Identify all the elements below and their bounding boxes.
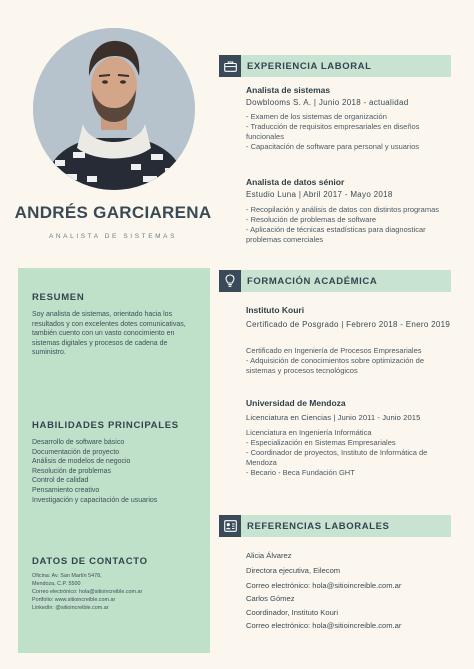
list-item: - Traducción de requisitos empresariales en diseños funcionales [246, 122, 420, 141]
list-item: - Especialización en Sistemas Empresariales [246, 438, 396, 447]
list-item: Desarrollo de software básico [32, 439, 125, 446]
reference-name: Carlos Gómez [246, 594, 295, 603]
education-institution: Instituto Kouri [246, 305, 305, 315]
job-bullets [246, 112, 451, 152]
list-item: - Aplicación de técnicas estadísticas para diagnosticar problemas comerciales [246, 225, 426, 244]
list-item: Análisis de modelos de negocio [32, 458, 131, 466]
education-bullets [246, 428, 451, 478]
reference-name: Alicia Álvarez [246, 551, 292, 560]
list-item: - Coordinador de proyectos, Instituto de Informática de Mendoza [246, 448, 428, 467]
profile-photo-illustration [33, 28, 195, 190]
job-title: Analista de sistemas [246, 85, 331, 95]
job-bullets [246, 205, 451, 245]
skills-title: HABILIDADES PRINCIPALES [32, 420, 179, 431]
list-item: Licenciatura en Ingeniería Informática [246, 428, 372, 437]
job-role: ANALISTA DE SISTEMAS [48, 233, 178, 240]
education-header [219, 270, 451, 292]
list-item: Pensamiento creativo [32, 486, 100, 494]
job-subtitle: Estudio Luna | Abril 2017 - Mayo 2018 [246, 190, 393, 199]
job-subtitle: Dowblooms S. A. | Junio 2018 - actualidad [246, 98, 409, 107]
reference-position: Coordinador, Instituto Kouri [246, 608, 339, 617]
contact-line: Oficina: Av. San Martín 5478, [32, 573, 102, 579]
experience-title: EXPERIENCIA LABORAL [247, 61, 372, 72]
contact-title: DATOS DE CONTACTO [32, 556, 148, 567]
list-item: Investigación y capacitación de usuarios [32, 496, 158, 504]
profile-photo [33, 28, 195, 190]
list-item: Control de calidad [32, 477, 89, 485]
left-panel [18, 268, 210, 653]
references-title: REFERENCIAS LABORALES [247, 521, 390, 532]
education-subtitle: Certificado de Posgrado | Febrero 2018 - Enero 2019 [246, 320, 451, 329]
list-item: - Capacitación de software para personal y usuarios [246, 142, 420, 151]
lightbulb-icon [219, 270, 241, 292]
reference-position: Directora ejecutiva, Eilecom [246, 566, 341, 575]
summary-text: Soy analista de sistemas, orientado hacia los resultados y con excelentes dotes comunicativas, también cuento con un vasto conocimiento en sistemas digitales y procesos de cadena de suministro. [32, 311, 186, 357]
contact-line: LinkedIn: @sitioincreible.com.ar [32, 604, 109, 611]
reference-email: Correo electrónico: hola@sitioincreible.com.ar [246, 581, 402, 590]
job-title: Analista de datos sénior [246, 177, 345, 187]
education-bullets [246, 346, 451, 376]
references-header [219, 515, 451, 537]
contact-list [32, 573, 207, 613]
person-name: ANDRÉS GARCIARENA [14, 203, 212, 222]
contact-line: Correo electrónico: hola@sitioincreible.com.ar [32, 588, 143, 595]
experience-header [219, 55, 451, 77]
contact-line: Mendoza, C.P. 5500 [32, 580, 81, 587]
skills-list [32, 438, 202, 505]
list-item: Resolución de problemas [32, 467, 111, 475]
education-title: FORMACIÓN ACADÉMICA [247, 276, 378, 287]
education-institution: Universidad de Mendoza [246, 398, 346, 408]
list-item: - Resolución de problemas de software [246, 215, 377, 224]
list-item: - Recopilación y análisis de datos con distintos programas [246, 205, 440, 214]
list-item: - Becario - Beca Fundación GHT [246, 468, 355, 477]
reference-email: Correo electrónico: hola@sitioincreible.com.ar [246, 621, 402, 630]
list-item: - Examen de los sistemas de organización [246, 112, 387, 121]
list-item: Certificado en Ingeniería de Procesos Empresariales [246, 346, 422, 355]
briefcase-icon [219, 55, 241, 77]
contact-line: Portfolio: www.sitioincreible.com.ar [32, 596, 116, 603]
list-item: Documentación de proyecto [32, 448, 120, 456]
summary-title: RESUMEN [32, 292, 85, 303]
contact-card-icon [219, 515, 241, 537]
list-item: - Adquisición de conocimientos sobre optimización de sistemas y procesos tecnológicos [246, 356, 425, 375]
education-subtitle: Licenciatura en Ciencias | Junio 2011 - Junio 2015 [246, 413, 421, 422]
